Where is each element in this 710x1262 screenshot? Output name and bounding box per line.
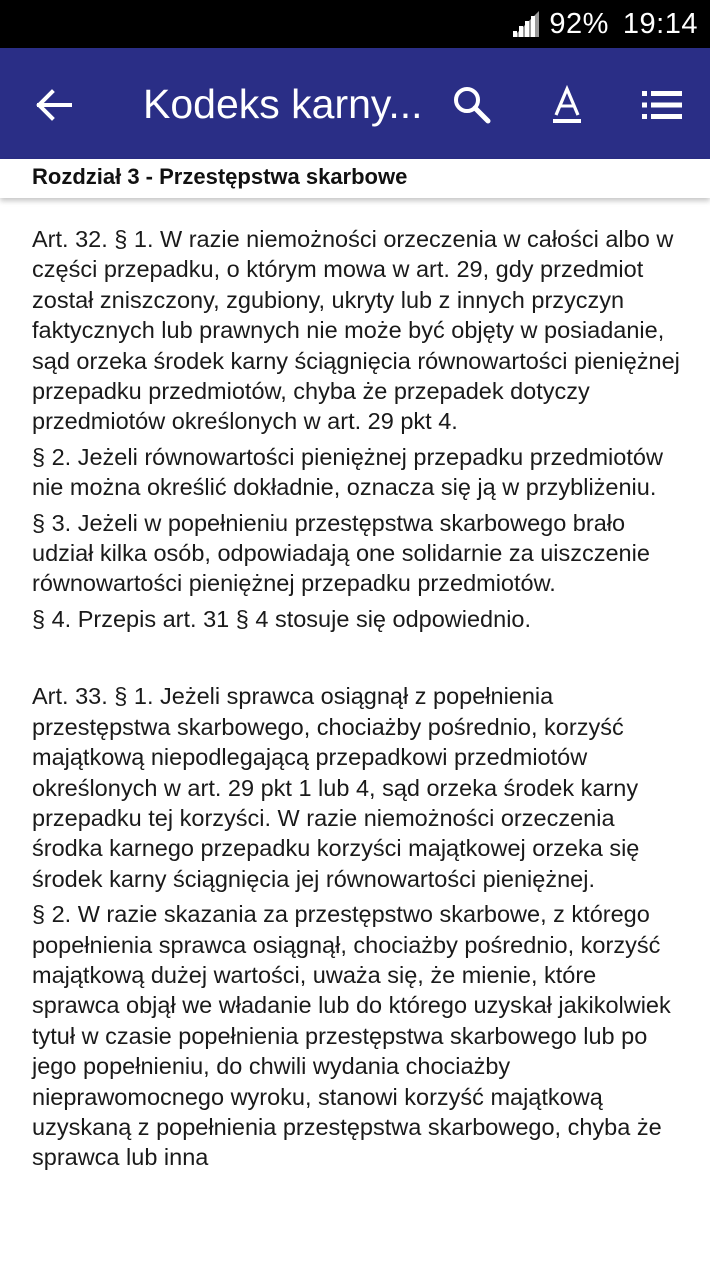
article-paragraph: Art. 33. § 1. Jeżeli sprawca osiągnął z popełnienia przestępstwa skarbowego, chociażby pośrednio, korzyść majątkową niepodlegającą przepadkowi przedmiotów określonych w art. 29 pkt 1 lub 4, sąd orzeka środek karny przepadku tej korzyści. W razie niemożności orzeczenia środka karnego przepadku korzyści majątkowej orzeka się środek karny ściągnięcia jej równowartości pieniężnej.: [32, 683, 640, 892]
article-spacer: [32, 639, 682, 681]
article-32: [32, 224, 682, 634]
arrow-back-icon: [28, 81, 76, 129]
app-bar: [0, 48, 710, 159]
chapter-header: [0, 159, 710, 198]
list-icon: [638, 81, 686, 129]
article-paragraph: Art. 32. § 1. W razie niemożności orzeczenia w całości albo w części przepadku, o którym mowa w art. 29, gdy przedmiot został zniszczony, zgubiony, ukryty lub z innych przyczyn faktycznych lub prawnych nie może być objęty w posiadanie, sąd orzeka środek karny ściągnięcia równowartości pieniężnej przepadku przedmiotów, chyba że przepadek dotyczy przedmiotów określonych w art. 29 pkt 4.: [32, 226, 680, 435]
app-title: Kodeks karny...: [143, 81, 423, 127]
battery-level: 92%: [549, 7, 609, 40]
article-paragraph: § 2. Jeżeli równowartości pieniężnej przepadku przedmiotów nie można określić dokładnie, oznacza się ją w przybliżeniu.: [32, 443, 663, 501]
list-button[interactable]: [638, 81, 686, 129]
status-indicators: [511, 0, 698, 48]
article-content: [32, 224, 682, 1178]
article-33: [32, 681, 682, 1173]
font-size-button[interactable]: [543, 81, 591, 129]
font-size-icon: [543, 81, 591, 129]
clock: 19:14: [622, 7, 698, 40]
chapter-title: Rozdział 3 - Przestępstwa skarbowe: [32, 164, 408, 189]
article-paragraph: § 4. Przepis art. 31 § 4 stosuje się odpowiednio.: [32, 605, 532, 632]
search-icon: [448, 81, 496, 129]
search-button[interactable]: [448, 81, 496, 129]
article-paragraph: § 2. W razie skazania za przestępstwo skarbowe, z którego popełnienia sprawca osiągnął, chociażby pośrednio, korzyść majątkową dużej wartości, uważa się, że mienie, które sprawca objął we władanie lub do którego uzyskał jakikolwiek tytuł w czasie popełnienia przestępstwa skarbowego lub po jego popełnieniu, do chwili wydania chociażby nieprawomocnego wyroku, stanowi korzyść majątkową uzyskaną z popełnienia przestępstwa skarbowego, chyba że sprawca lub inna: [32, 901, 671, 1171]
article-paragraph: § 3. Jeżeli w popełnieniu przestępstwa skarbowego brało udział kilka osób, odpowiadają one solidarnie za uiszczenie równowartości pieniężnej przepadku przedmiotów.: [32, 509, 650, 597]
status-bar: [0, 0, 710, 48]
signal-icon: [511, 9, 541, 39]
back-button[interactable]: [28, 81, 76, 129]
